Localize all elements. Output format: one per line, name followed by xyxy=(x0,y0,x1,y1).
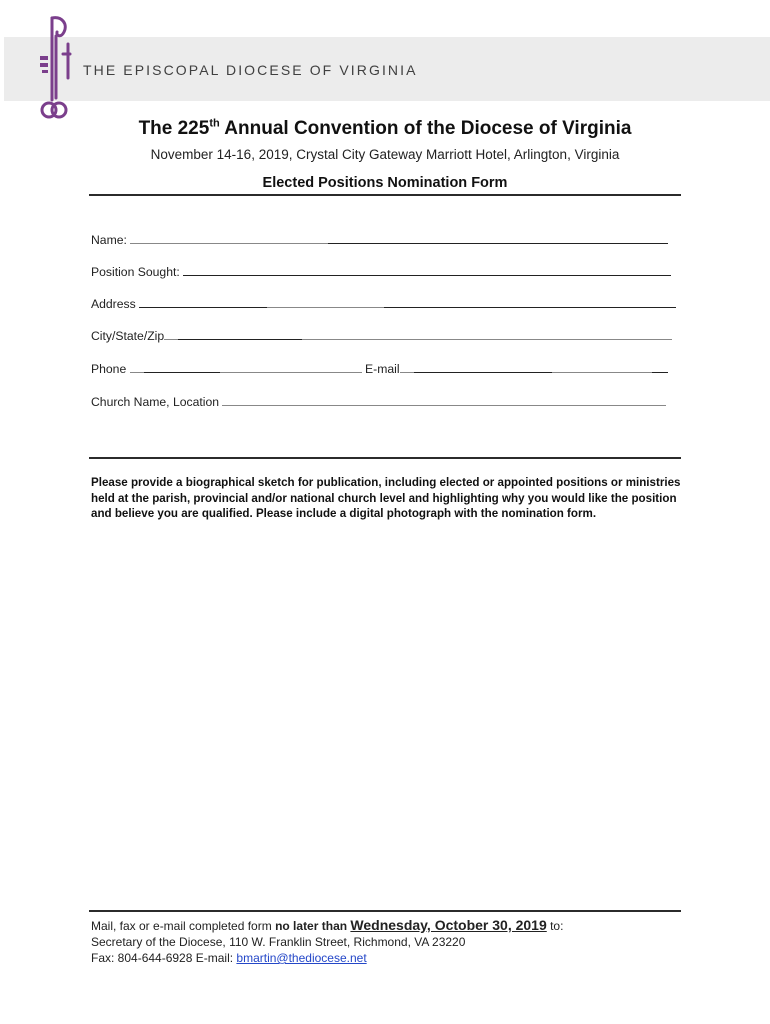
key-cross-icon xyxy=(30,14,80,122)
email-link[interactable]: bmartin@thediocese.net xyxy=(236,951,367,965)
fax-email-line xyxy=(91,950,691,966)
email-label: E-mail xyxy=(365,362,400,376)
fax-text: Fax: 804-644-6928 E-mail: xyxy=(91,951,237,965)
church-underline[interactable] xyxy=(222,404,666,406)
phone-underline-3[interactable] xyxy=(220,371,362,373)
city-underline-1[interactable] xyxy=(164,338,178,340)
email-underline-4[interactable] xyxy=(652,371,668,373)
form-title: Elected Positions Nomination Form xyxy=(262,175,508,191)
title-text: Annual Convention of the Diocese of Virginia xyxy=(219,118,632,139)
phone-underline-2[interactable] xyxy=(144,371,220,373)
address-underline-3[interactable] xyxy=(384,306,676,308)
name-label: Name: xyxy=(91,233,127,247)
email-underline-1[interactable] xyxy=(400,371,414,373)
position-label: Position Sought: xyxy=(91,265,180,279)
submission-instructions xyxy=(91,917,691,934)
deadline-prefix: no later than xyxy=(275,919,351,933)
secretary-address: Secretary of the Diocese, 110 W. Franklin Street, Richmond, VA 23220 xyxy=(91,935,466,949)
church-field[interactable] xyxy=(91,395,666,409)
deadline-date: Wednesday, October 30, 2019 xyxy=(350,917,547,933)
name-underline[interactable] xyxy=(328,242,668,244)
address-underline-1[interactable] xyxy=(139,306,267,308)
address-underline-2[interactable] xyxy=(267,306,384,308)
phone-label: Phone xyxy=(91,362,127,376)
name-underline-light[interactable] xyxy=(130,242,328,244)
city-underline-3[interactable] xyxy=(302,338,672,340)
title-ordinal: th xyxy=(209,117,220,130)
title-number: The 225 xyxy=(138,118,210,139)
section-divider-middle xyxy=(89,457,681,459)
document-title xyxy=(0,118,770,140)
email-underline-3[interactable] xyxy=(552,371,652,373)
church-label: Church Name, Location xyxy=(91,395,220,409)
phone-underline-1[interactable] xyxy=(130,371,144,373)
address-label: Address xyxy=(91,297,136,311)
email-underline-2[interactable] xyxy=(414,371,552,373)
section-divider-bottom xyxy=(89,910,681,912)
city-field[interactable] xyxy=(91,329,672,343)
position-field[interactable] xyxy=(91,265,671,279)
section-divider-top xyxy=(89,194,681,196)
phone-email-field[interactable] xyxy=(91,362,668,376)
submission-footer xyxy=(91,917,691,966)
footer-line1-end: to: xyxy=(546,919,564,933)
position-underline[interactable] xyxy=(183,274,671,276)
name-field[interactable] xyxy=(91,233,668,247)
biographical-sketch-instructions: Please provide a biographical sketch for publication, including elected or appointed positions or ministries held at the parish, provincial and/or national church level and highlighting why you would like the position and believe you are qualified. Please include a digital photograph with the nomination form. xyxy=(91,476,681,520)
footer-line1-start: Mail, fax or e-mail completed form xyxy=(91,919,276,933)
organization-name: THE EPISCOPAL DIOCESE OF VIRGINIA xyxy=(83,62,418,78)
address-field[interactable] xyxy=(91,297,676,311)
city-underline-2[interactable] xyxy=(178,338,302,340)
city-label: City/State/Zip xyxy=(91,329,165,343)
event-subtitle: November 14-16, 2019, Crystal City Gateway Marriott Hotel, Arlington, Virginia xyxy=(150,147,620,162)
